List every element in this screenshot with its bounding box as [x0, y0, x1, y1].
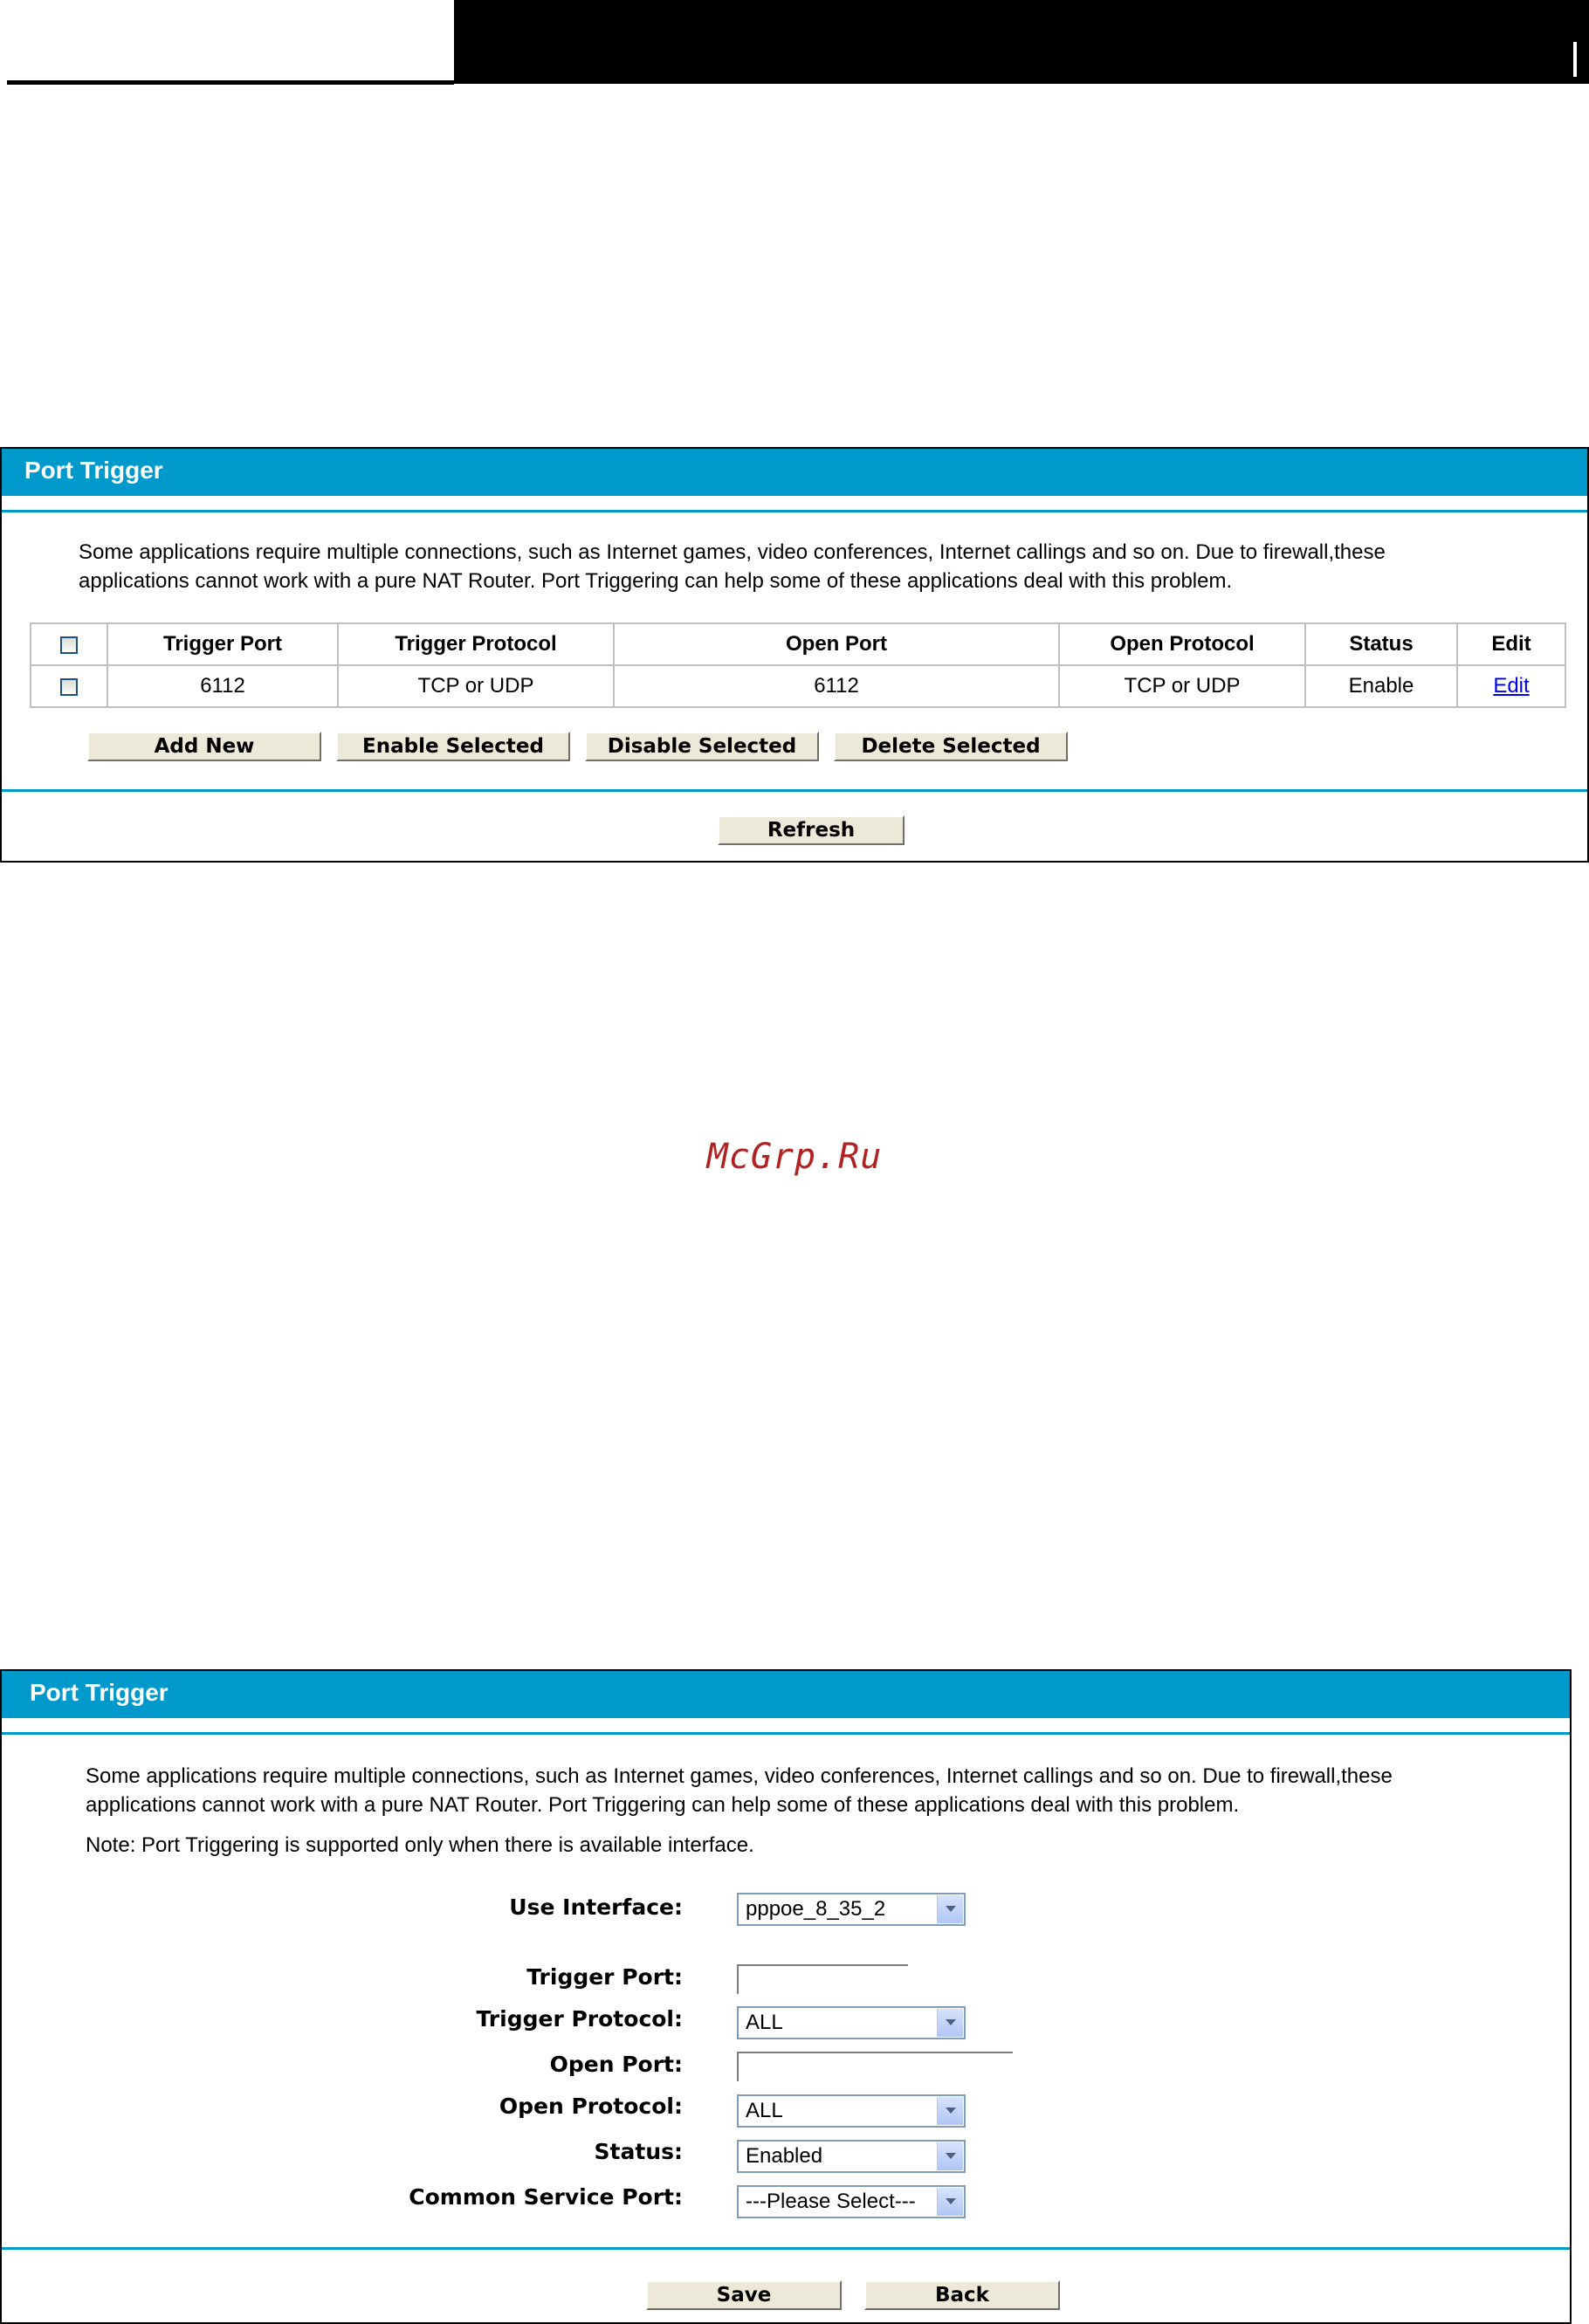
use-interface-select[interactable] — [737, 1893, 966, 1926]
divider — [2, 510, 1587, 512]
panel-title: Port Trigger — [2, 1671, 1570, 1718]
open-port-label: Open Port: — [549, 2052, 683, 2077]
header-tick — [1573, 42, 1577, 77]
trigger-port-input[interactable] — [737, 1964, 908, 1994]
col-status: Status — [1305, 623, 1457, 665]
back-button[interactable]: Back — [864, 2280, 1060, 2310]
add-new-button[interactable]: Add New — [87, 732, 321, 761]
chevron-down-icon[interactable] — [937, 1895, 963, 1923]
open-protocol-select[interactable] — [737, 2094, 966, 2128]
row-checkbox[interactable] — [60, 678, 78, 696]
status-label: Status: — [594, 2139, 683, 2164]
trigger-protocol-value: ALL — [746, 2011, 783, 2034]
cell-trigger-protocol: TCP or UDP — [338, 665, 614, 707]
port-trigger-list-panel — [0, 447, 1589, 863]
common-service-port-value: ---Please Select--- — [746, 2190, 916, 2213]
description-line-2: applications cannot work with a pure NAT Router. Port Triggering can help some of these applications deal with this problem. — [86, 1793, 1240, 1817]
chevron-down-icon[interactable] — [937, 2142, 963, 2170]
trigger-protocol-select[interactable] — [737, 2006, 966, 2039]
col-open-port: Open Port — [614, 623, 1059, 665]
description-line-1: Some applications require multiple connections, such as Internet games, video conferences, Internet callings and so on. Due to firewall,these — [79, 540, 1386, 564]
cell-open-port: 6112 — [614, 665, 1059, 707]
col-open-protocol: Open Protocol — [1059, 623, 1305, 665]
common-service-port-label: Common Service Port: — [409, 2184, 683, 2210]
divider — [2, 789, 1587, 792]
panel-title: Port Trigger — [2, 449, 1587, 496]
trigger-protocol-label: Trigger Protocol: — [476, 2006, 683, 2032]
description-line-1: Some applications require multiple connections, such as Internet games, video conferences, Internet callings and so on. Due to firewall,these — [86, 1764, 1393, 1788]
status-select[interactable] — [737, 2140, 966, 2173]
document-header — [0, 0, 1589, 87]
divider — [2, 1732, 1570, 1735]
cell-open-protocol: TCP or UDP — [1059, 665, 1305, 707]
row-select-cell — [31, 665, 107, 707]
open-protocol-label: Open Protocol: — [499, 2094, 683, 2119]
chevron-down-icon[interactable] — [937, 2097, 963, 2125]
watermark-text: McGrp.Ru — [706, 1137, 883, 1177]
use-interface-value: pppoe_8_35_2 — [746, 1897, 886, 1921]
chevron-down-icon[interactable] — [937, 2009, 963, 2037]
cell-status: Enable — [1305, 665, 1457, 707]
description — [79, 538, 1386, 595]
header-black-bar — [454, 0, 1589, 84]
edit-link[interactable]: Edit — [1493, 674, 1530, 698]
col-trigger-port: Trigger Port — [107, 623, 338, 665]
chevron-down-icon[interactable] — [937, 2188, 963, 2216]
enable-selected-button[interactable]: Enable Selected — [336, 732, 570, 761]
cell-trigger-port: 6112 — [107, 665, 338, 707]
common-service-port-select[interactable] — [737, 2185, 966, 2218]
cell-edit — [1457, 665, 1565, 707]
use-interface-label: Use Interface: — [509, 1894, 683, 1920]
description-line-2: applications cannot work with a pure NAT Router. Port Triggering can help some of these applications deal with this problem. — [79, 569, 1233, 593]
header-rule — [7, 80, 454, 85]
divider — [2, 2247, 1570, 2250]
refresh-button[interactable]: Refresh — [718, 815, 905, 845]
trigger-port-label: Trigger Port: — [526, 1964, 683, 1990]
select-all-cell — [31, 623, 107, 665]
port-trigger-form-panel — [0, 1669, 1572, 2324]
status-value: Enabled — [746, 2144, 823, 2168]
note-text: Note: Port Triggering is supported only when there is available interface. — [86, 1833, 754, 1857]
save-button[interactable]: Save — [646, 2280, 842, 2310]
disable-selected-button[interactable]: Disable Selected — [585, 732, 819, 761]
table-row — [31, 665, 1565, 707]
port-trigger-table — [30, 622, 1566, 708]
open-protocol-value: ALL — [746, 2099, 783, 2122]
open-port-input[interactable] — [737, 2052, 1013, 2081]
description — [86, 1762, 1393, 1819]
col-trigger-protocol: Trigger Protocol — [338, 623, 614, 665]
delete-selected-button[interactable]: Delete Selected — [834, 732, 1068, 761]
select-all-checkbox[interactable] — [60, 636, 78, 654]
table-header-row — [31, 623, 1565, 665]
col-edit: Edit — [1457, 623, 1565, 665]
